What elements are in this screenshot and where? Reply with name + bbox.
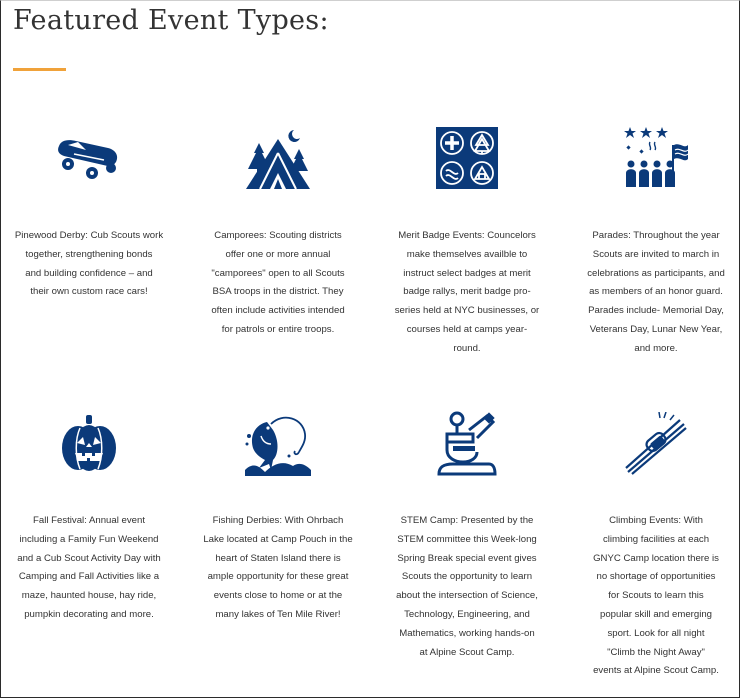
campfire-tent-icon — [246, 125, 310, 191]
event-description: Camporees: Scouting districts offer one or more annual "camporees" open to all Scouts BSA troops in the district. They often include activities intended for patrols or entire troops. — [211, 230, 345, 335]
event-description: Merit Badge Events: Councelors make themselves availble to instruct select badges at merit badge rallys, merit badge pro- series held at NYC businesses, or courses held at camps year- round. — [394, 230, 540, 354]
jack-o-lantern-icon — [60, 415, 118, 473]
climbing-carabiner-icon — [624, 412, 688, 476]
event-description: STEM Camp: Presented by the STEM committee this Week-long Spring Break special event gives Scouts the opportunity to learn about the intersection of Science, Technology, Engineering, and Mathematics, working hands-on at Alpine Scout Camp. — [396, 515, 538, 658]
event-description: Pinewood Derby: Cub Scouts work together, strengthening bonds and building confidence – and their own custom race cars! — [14, 230, 164, 298]
pinewood-car-icon — [56, 134, 122, 180]
fishing-icon — [243, 414, 313, 476]
microscope-icon — [435, 408, 499, 478]
page-title: Featured Event Types: — [13, 5, 329, 36]
merit-badge-icon — [436, 127, 498, 189]
parade-icon — [624, 125, 688, 191]
event-description: Parades: Throughout the year Scouts are invited to march in celebrations as participants, and as members of an honor guard. Parades include- Memorial Day, Veterans Day, Lunar New Year, and more. — [587, 230, 725, 354]
title-accent-line — [13, 68, 66, 71]
event-description: Climbing Events: With climbing facilities at each GNYC Camp location there is no shortage of opportunities for Scouts to learn this popular skill and emerging sport. Look for all night "Climb the Night Away" events at Alpine Scout Camp. — [593, 515, 719, 677]
event-description: Fishing Derbies: With Ohrbach Lake located at Camp Pouch in the heart of Staten Island there is ample opportunity for these great events close to home or at the many lakes of Ten Mile River! — [203, 515, 353, 620]
event-description: Fall Festival: Annual event including a Family Fun Weekend and a Cub Scout Activity Day with Camping and Fall Activities like a maze, haunted house, hay ride, pumpkin decorating and more. — [17, 515, 161, 620]
